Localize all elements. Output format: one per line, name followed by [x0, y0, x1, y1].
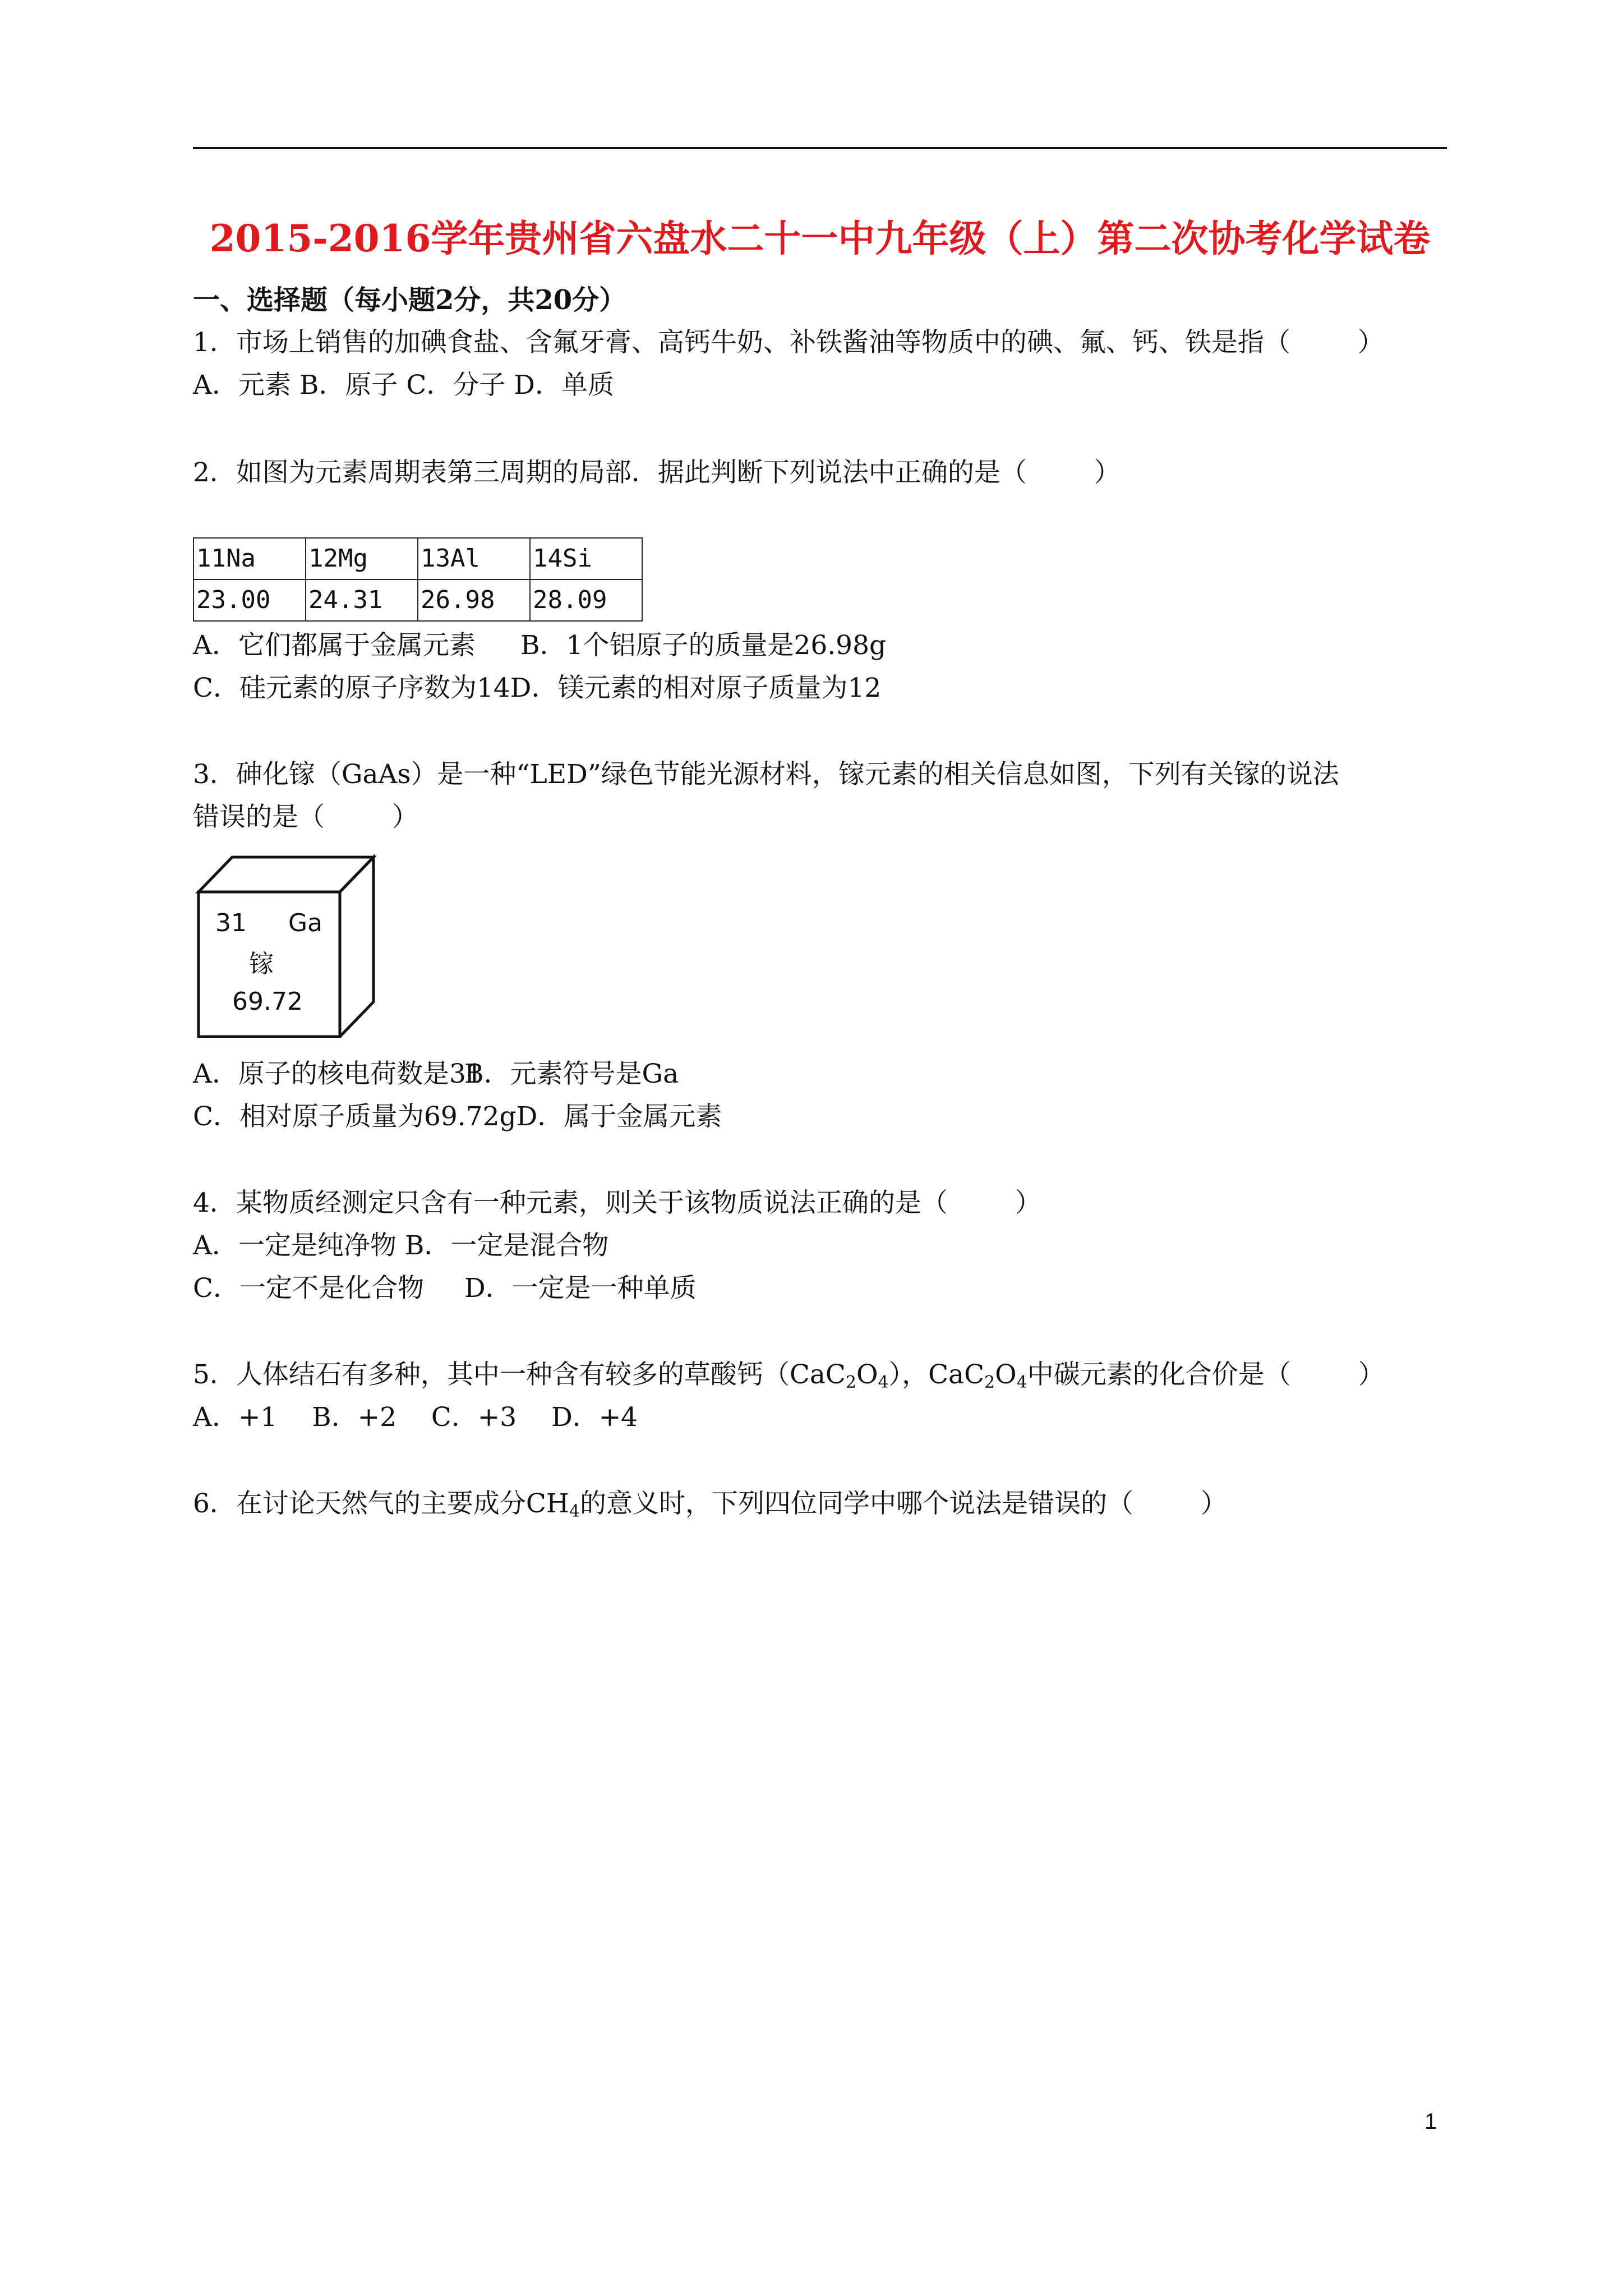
table-cell: 11Na: [193, 538, 306, 579]
question-6-close: ）: [1200, 1488, 1227, 1519]
question-4-text: 4．某物质经测定只含有一种元素，则关于该物质说法正确的是（: [193, 1188, 948, 1218]
question-1-options: A．元素 B．原子 C．分子 D．单质: [193, 370, 614, 401]
question-3-stem-line-2: [193, 798, 418, 837]
question-3-option-d: D．属于金属元素: [516, 1101, 722, 1132]
question-1-stem: [193, 323, 1384, 362]
question-5-text-b: O: [856, 1359, 878, 1390]
question-4-options-cd: [193, 1269, 697, 1308]
question-4-option-d: D．一定是一种单质: [464, 1273, 697, 1304]
gallium-element-cube: [193, 853, 379, 1038]
question-3-option-c: C．相对原子质量为69.72g: [193, 1101, 517, 1132]
atomic-mass: 69.72: [232, 987, 303, 1016]
question-2-options-ab: [193, 626, 886, 665]
question-2-close: ）: [1094, 457, 1121, 488]
page-title: 2015-2016学年贵州省六盘水二十一中九年级（上）第二次协考化学试卷: [209, 217, 1431, 260]
atomic-number: 31: [215, 909, 247, 937]
question-3-text: 错误的是（: [193, 802, 325, 832]
question-5-close: ）: [1358, 1359, 1385, 1390]
subscript: 2: [984, 1373, 995, 1392]
header-rule: [193, 147, 1447, 149]
table-cell: 14Si: [530, 538, 642, 579]
question-2-option-a: A．它们都属于金属元素: [193, 630, 476, 661]
question-5-stem: [193, 1355, 1385, 1395]
table-row: [193, 538, 642, 579]
question-4-options-ab: A．一定是纯净物 B．一定是混合物: [193, 1230, 609, 1261]
periodic-table-fragment: [193, 537, 643, 622]
question-5-text-c: ），CaC: [888, 1359, 985, 1390]
page-number: 1: [1424, 2109, 1437, 2134]
question-6-text-a: 6．在讨论天然气的主要成分CH: [193, 1488, 569, 1519]
question-5-text-e: 中碳元素的化合价是（: [1027, 1359, 1291, 1390]
table-cell: 28.09: [530, 579, 642, 621]
table-cell: 24.31: [306, 579, 418, 621]
subscript: 2: [845, 1373, 856, 1392]
question-2-option-b: B．1个铝原子的质量是26.98g: [520, 630, 887, 661]
question-4-close: ）: [1015, 1188, 1041, 1218]
table-row: [193, 579, 642, 621]
question-2-options-cd: [193, 669, 881, 708]
question-6-stem: [193, 1484, 1227, 1524]
table-cell: 13Al: [418, 538, 530, 579]
question-2-text: 2．如图为元素周期表第三周期的局部．据此判断下列说法中正确的是（: [193, 457, 1027, 488]
question-4-option-c: C．一定不是化合物: [193, 1273, 424, 1304]
table-cell: 26.98: [418, 579, 530, 621]
question-6-text-b: 的意义时，下列四位同学中哪个说法是错误的（: [579, 1488, 1133, 1519]
question-2-option-d: D．镁元素的相对原子质量为12: [510, 673, 882, 703]
question-3-close: ）: [392, 802, 418, 832]
element-symbol: Ga: [288, 909, 323, 937]
question-5-text-d: O: [995, 1359, 1017, 1390]
subscript: 4: [1016, 1373, 1027, 1392]
table-cell: 23.00: [193, 579, 306, 621]
question-1-text: 1．市场上销售的加碘食盐、含氟牙膏、高钙牛奶、补铁酱油等物质中的碘、氟、钙、铁是指（: [193, 327, 1290, 358]
question-2-stem: [193, 453, 1121, 493]
section-heading: 一、选择题（每小题2分，共20分）: [193, 284, 626, 316]
question-3-options-ab: [193, 1055, 679, 1094]
question-1-close: ）: [1357, 327, 1384, 358]
question-3-option-a: A．原子的核电荷数是31: [193, 1059, 483, 1089]
question-3-option-b: B．元素符号是Ga: [464, 1059, 679, 1089]
question-3-stem-line-1: 3．砷化镓（GaAs）是一种“LED”绿色节能光源材料，镓元素的相关信息如图，下列有关镓的说法: [193, 759, 1339, 790]
subscript: 4: [569, 1502, 580, 1521]
question-4-stem: [193, 1184, 1041, 1223]
question-2-option-c: C．硅元素的原子序数为14: [193, 673, 510, 703]
subscript: 4: [878, 1373, 889, 1392]
question-3-options-cd: [193, 1097, 722, 1137]
element-name: 镓: [249, 950, 274, 978]
question-5-options: A．+1 B．+2 C．+3 D．+4: [193, 1402, 638, 1433]
question-5-text-a: 5．人体结石有多种，其中一种含有较多的草酸钙（CaC: [193, 1359, 846, 1390]
table-cell: 12Mg: [306, 538, 418, 579]
